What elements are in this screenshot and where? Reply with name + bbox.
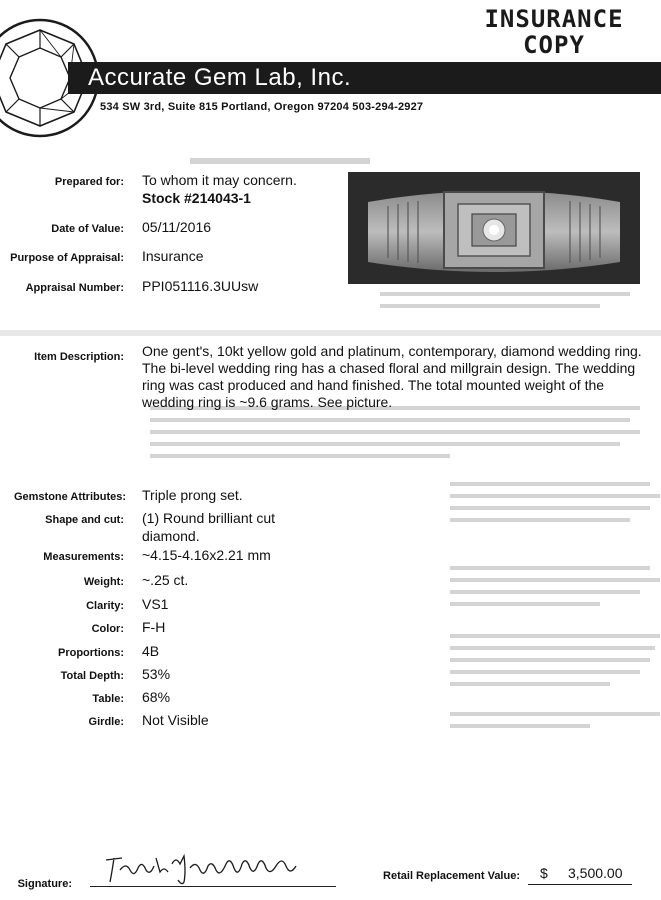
proportions-label: Proportions: — [58, 647, 124, 659]
currency-symbol: $ — [540, 865, 548, 881]
scan-shading — [0, 330, 661, 336]
stamp-line-1: INSURANCE — [484, 5, 624, 33]
signature-label: Signature: — [17, 878, 72, 890]
prepared-for-value: To whom it may concern. — [142, 172, 297, 188]
color-grade: F-H — [142, 619, 166, 635]
prepared-for-label: Prepared for: — [54, 176, 124, 188]
retail-value-label: Retail Replacement Value: — [383, 870, 520, 882]
shape-and-cut-line2: diamond. — [142, 528, 200, 544]
measurements: ~4.15-4.16x2.21 mm — [142, 547, 271, 563]
ring-photo — [348, 172, 640, 284]
proportions: 4B — [142, 643, 160, 659]
shape-and-cut: (1) Round brilliant cut — [142, 510, 276, 526]
table-label: Table: — [92, 693, 124, 705]
stamp-line-2: COPY — [523, 31, 585, 59]
lab-name: Accurate Gem Lab, Inc. — [88, 64, 352, 91]
color-label: Color: — [91, 623, 124, 635]
signature-line — [90, 886, 336, 887]
appraisal-number: PPI051116.3UUsw — [142, 278, 259, 294]
lab-address: 534 SW 3rd, Suite 815 Portland, Oregon 97204 503-294-2927 — [100, 101, 424, 113]
date-of-value: 05/11/2016 — [142, 219, 212, 235]
weight-label: Weight: — [83, 576, 124, 588]
shape-and-cut-label: Shape and cut: — [45, 514, 124, 526]
stock-number: Stock #214043-1 — [142, 190, 251, 206]
total-depth: 53% — [142, 666, 171, 682]
insurance-copy-stamp — [459, 6, 649, 58]
measurements-label: Measurements: — [43, 551, 124, 563]
girdle: Not Visible — [142, 712, 209, 728]
item-description-label: Item Description: — [34, 351, 124, 363]
retail-value: 3,500.00 — [568, 865, 623, 881]
gemstone-attributes-label: Gemstone Attributes: — [13, 491, 126, 503]
item-description: One gent's, 10kt yellow gold and platinum, contemporary, diamond wedding ring. The bi-level wedding ring has a chased floral and millgrain design. The wedding ring was cast produced and hand finished. The total mounted weight of the wedding ring is ~9.6 grams. See picture. — [142, 343, 642, 410]
date-of-value-label: Date of Value: — [51, 223, 124, 235]
girdle-label: Girdle: — [88, 716, 124, 728]
handwritten-signature — [100, 842, 310, 886]
purpose-value: Insurance — [142, 248, 204, 264]
total-depth-label: Total Depth: — [60, 670, 124, 682]
appraisal-number-label: Appraisal Number: — [25, 282, 124, 294]
gemstone-attributes: Triple prong set. — [142, 487, 243, 503]
purpose-label: Purpose of Appraisal: — [10, 252, 124, 264]
clarity-label: Clarity: — [86, 600, 124, 612]
retail-value-line — [528, 884, 632, 885]
clarity: VS1 — [142, 596, 169, 612]
table-percent: 68% — [142, 689, 171, 705]
weight: ~.25 ct. — [142, 572, 189, 588]
